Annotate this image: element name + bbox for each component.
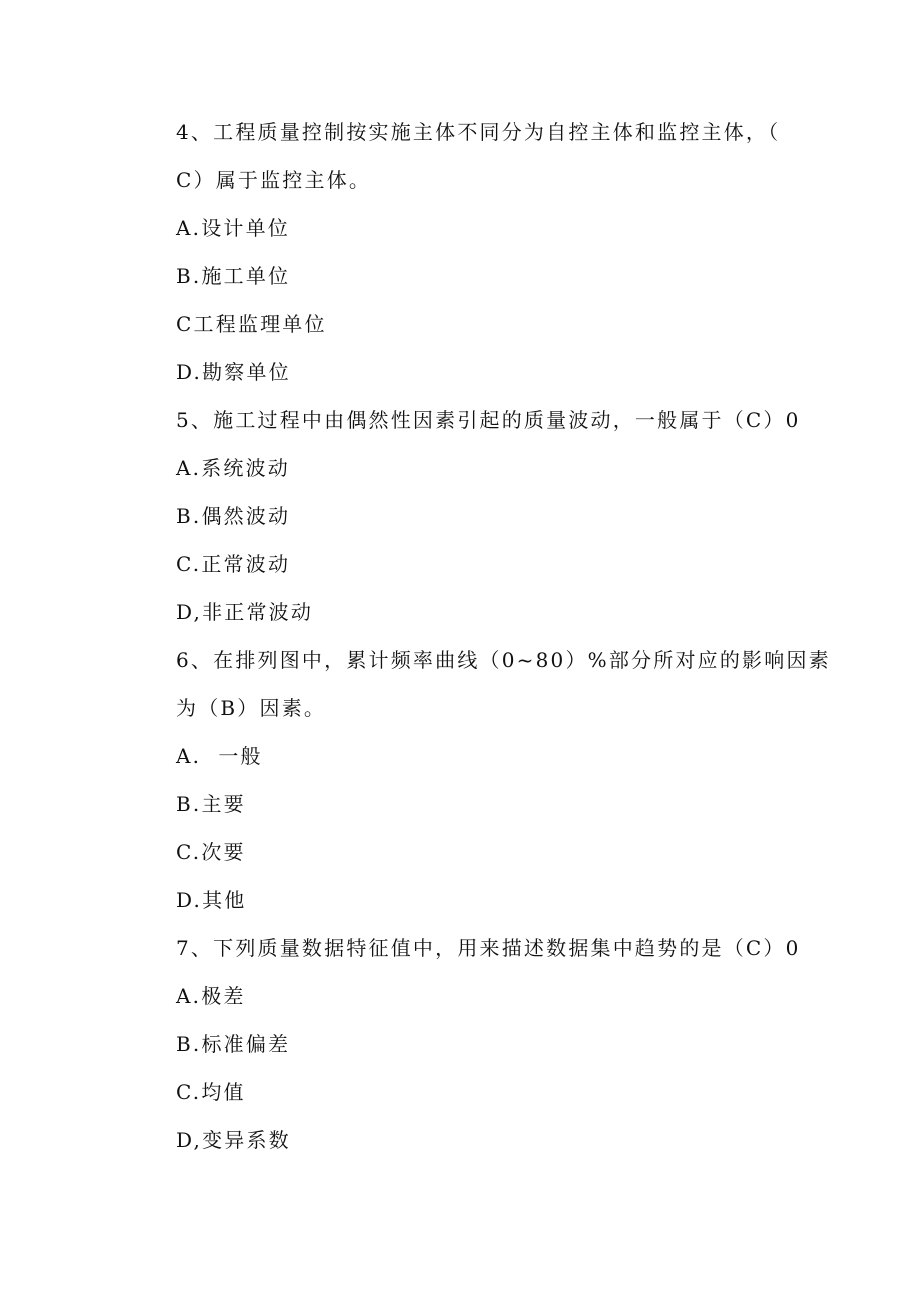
question-5-option-d: D,非正常波动 [176, 600, 314, 624]
question-6-option-c: C.次要 [176, 840, 246, 864]
question-6-option-d: D.其他 [176, 888, 247, 912]
question-7-option-d: D,变异系数 [176, 1128, 291, 1152]
question-4-stem-line-1: 4、工程质量控制按实施主体不同分为自控主体和监控主体，（ [176, 120, 781, 144]
question-7-option-a: A.极差 [176, 984, 246, 1008]
question-7-stem: 7、下列质量数据特征值中，用来描述数据集中趋势的是（C）0 [176, 936, 801, 960]
question-5-option-a: A.系统波动 [176, 456, 291, 480]
question-4-stem-line-2: C）属于监控主体。 [176, 168, 372, 192]
question-5-stem: 5、施工过程中由偶然性因素引起的质量波动，一般属于（C）0 [176, 408, 801, 432]
question-6-stem-line-1: 6、在排列图中，累计频率曲线（0~80）%部分所对应的影响因素 [176, 648, 831, 672]
question-7-option-c: C.均值 [176, 1080, 246, 1104]
question-6-option-a: A. 一般 [176, 744, 263, 768]
question-4-option-a: A.设计单位 [176, 216, 291, 240]
question-6-stem-line-2: 为（B）因素。 [176, 696, 327, 720]
question-5-option-b: B.偶然波动 [176, 504, 291, 528]
question-7-option-b: B.标准偏差 [176, 1032, 291, 1056]
question-4-option-c: C工程监理单位 [176, 312, 327, 336]
question-6-option-b: B.主要 [176, 792, 246, 816]
question-5-option-c: C.正常波动 [176, 552, 291, 576]
question-4-option-d: D.勘察单位 [176, 360, 291, 384]
question-4-option-b: B.施工单位 [176, 264, 291, 288]
